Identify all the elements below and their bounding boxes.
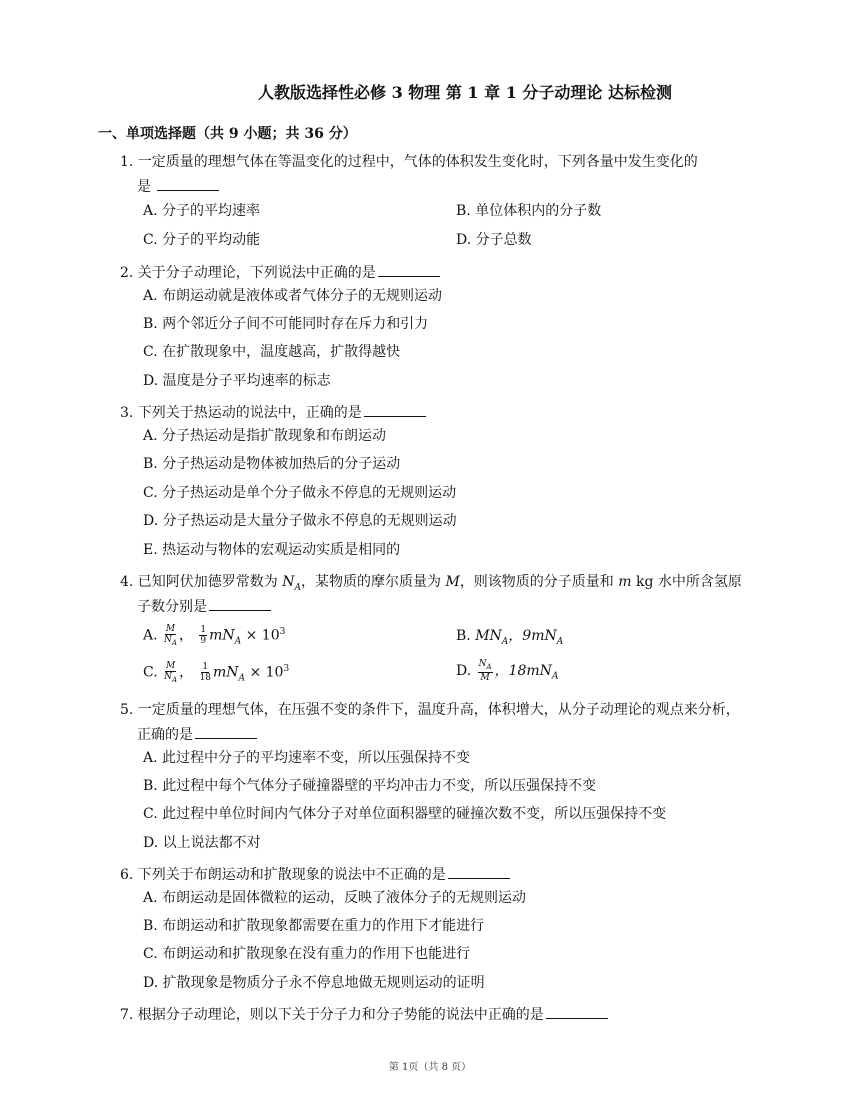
question-3-option-e: E. 热运动与物体的宏观运动实质是相同的 bbox=[143, 542, 401, 558]
question-2-option-b: B. 两个邻近分子间不可能同时存在斥力和引力 bbox=[143, 316, 429, 332]
answer-blank bbox=[378, 262, 440, 277]
answer-blank bbox=[448, 864, 510, 879]
question-5-option-a: A. 此过程中分子的平均速率不变，所以压强保持不变 bbox=[143, 750, 471, 766]
question-4-stem: 4. 已知阿伏加德罗常数为 $N_A$，某物质的摩尔质量为 M，则该物质的分子质量和 m kg 水中所含氢原 bbox=[120, 574, 742, 593]
answer-blank bbox=[195, 724, 257, 739]
question-5-option-c: C. 此过程中单位时间内气体分子对单位面积器壁的碰撞次数不变，所以压强保持不变 bbox=[143, 806, 667, 822]
question-6-option-a: A. 布朗运动是固体微粒的运动，反映了液体分子的无规则运动 bbox=[143, 890, 527, 906]
page-footer: 第 1页（共 8 页） bbox=[388, 1062, 472, 1073]
question-6-stem: 6. 下列关于布朗运动和扩散现象的说法中不正确的是 bbox=[120, 864, 510, 885]
question-3-stem: 3. 下列关于热运动的说法中，正确的是 bbox=[120, 402, 426, 423]
answer-blank bbox=[157, 176, 219, 191]
question-1-stem: 1. 一定质量的理想气体在等温变化的过程中，气体的体积发生变化时，下列各量中发生变化的 bbox=[120, 154, 698, 170]
question-5-stem: 5. 一定质量的理想气体，在压强不变的条件下，温度升高，体积增大，从分子动理论的观点来分析， bbox=[120, 702, 740, 718]
question-6-option-b: B. 布朗运动和扩散现象都需要在重力的作用下才能进行 bbox=[143, 918, 485, 934]
question-3-option-b: B. 分子热运动是物体被加热后的分子运动 bbox=[143, 456, 401, 472]
question-1-option-c: C. 分子的平均动能 bbox=[143, 232, 261, 248]
question-3-option-a: A. 分子热运动是指扩散现象和布朗运动 bbox=[143, 428, 387, 444]
question-4-option-c: C. $\frac{M}{N_A}$ ， $\frac{1}{18}$ $mN_A \times 10^3$ bbox=[143, 660, 290, 684]
question-4-option-a: A. $\frac{M}{N_A}$ ， $\frac{1}{9}$ $mN_A \times 10^3$ bbox=[143, 623, 286, 647]
question-7-stem: 7. 根据分子动理论，则以下关于分子力和分子势能的说法中正确的是 bbox=[120, 1004, 608, 1025]
answer-blank bbox=[209, 596, 271, 611]
question-5-stem-cont: 正确的是 bbox=[137, 724, 257, 745]
question-1-option-b: B. 单位体积内的分子数 bbox=[456, 203, 602, 219]
question-2-option-d: D. 温度是分子平均速率的标志 bbox=[143, 373, 331, 389]
question-3-option-c: C. 分子热运动是单个分子做永不停息的无规则运动 bbox=[143, 485, 457, 501]
section-heading: 一、单项选择题（共 9 小题；共 36 分） bbox=[98, 126, 357, 142]
question-2-stem: 2. 关于分子动理论，下列说法中正确的是 bbox=[120, 262, 440, 283]
question-2-option-a: A. 布朗运动就是液体或者气体分子的无规则运动 bbox=[143, 288, 443, 304]
question-1-stem-cont: 是 bbox=[137, 176, 219, 197]
question-4-option-b: B. $MN_A$，$9mN_A$ bbox=[456, 628, 564, 647]
question-1-option-a: A. 分子的平均速率 bbox=[143, 203, 261, 219]
answer-blank bbox=[546, 1004, 608, 1019]
answer-blank bbox=[364, 402, 426, 417]
question-5-option-b: B. 此过程中每个气体分子碰撞器壁的平均冲击力不变，所以压强保持不变 bbox=[143, 778, 597, 794]
question-6-option-d: D. 扩散现象是物质分子永不停息地做无规则运动的证明 bbox=[143, 975, 485, 991]
question-1-option-d: D. 分子总数 bbox=[456, 232, 532, 248]
question-5-option-d: D. 以上说法都不对 bbox=[143, 835, 261, 851]
question-4-stem-cont: 子数分别是 bbox=[137, 596, 271, 617]
question-4-option-d: D. $\frac{N_A}{M}$ ，$18mN_A$ bbox=[456, 659, 559, 683]
question-3-option-d: D. 分子热运动是大量分子做永不停息的无规则运动 bbox=[143, 513, 457, 529]
question-2-option-c: C. 在扩散现象中，温度越高，扩散得越快 bbox=[143, 344, 401, 360]
question-6-option-c: C. 布朗运动和扩散现象在没有重力的作用下也能进行 bbox=[143, 946, 471, 962]
document-title: 人教版选择性必修 3 物理 第 1 章 1 分子动理论 达标检测 bbox=[258, 83, 672, 102]
